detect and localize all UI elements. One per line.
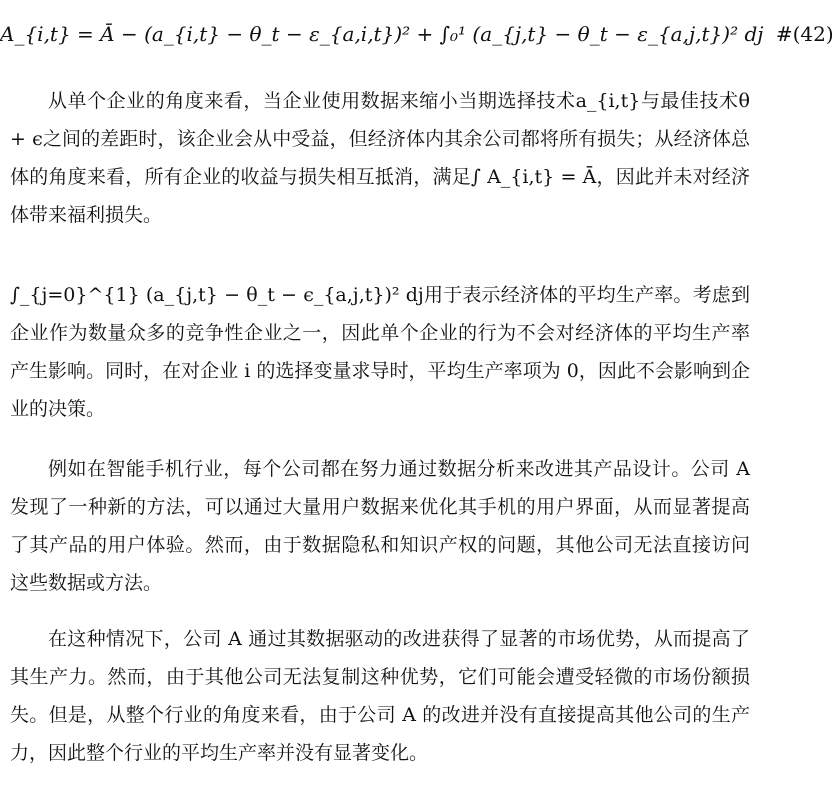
equation-body: A_{i,t} = Ā − (a_{i,t} − θ_t − ε_{a,i,t})² + ∫₀¹ (a_{j,t} − θ_t − ε_{a,j,t})² dj: [0, 22, 764, 46]
equation-42: [0, 6, 834, 62]
paragraph-3: 例如在智能手机行业，每个公司都在努力通过数据分析来改进其产品设计。公司 A 发现了一种新的方法，可以通过大量用户数据来优化其手机的用户界面，从而显著提高了其产品的用户体验。然而，由于数据隐私和知识产权的问题，其他公司无法直接访问这些数据或方法。: [10, 458, 750, 594]
paragraph-2: ∫_{j=0}^{1} (a_{j,t} − θ_t − ϵ_{a,j,t})² dj用于表示经济体的平均生产率。考虑到企业作为数量众多的竞争性企业之一，因此单个企业的行为不会对经济体的平均生产率产生影响。同时，在对企业 i 的选择变量求导时，平均生产率项为 0，因此不会影响到企业的决策。: [10, 284, 750, 420]
equation-number: #(42): [775, 22, 834, 46]
paragraph-1: 从单个企业的角度来看，当企业使用数据来缩小当期选择技术a_{i,t}与最佳技术θ + ϵ之间的差距时，该企业会从中受益，但经济体内其余公司都将所有损失；从经济体总体的角度来看，所有企业的收益与损失相互抵消，满足∫ A_{i,t} = Ā，因此并未对经济体带来福利损失。: [10, 90, 750, 226]
paragraph-4: 在这种情况下，公司 A 通过其数据驱动的改进获得了显著的市场优势，从而提高了其生产力。然而，由于其他公司无法复制这种优势，它们可能会遭受轻微的市场份额损失。但是，从整个行业的角度来看，由于公司 A 的改进并没有直接提高其他公司的生产力，因此整个行业的平均生产率并没有显著变化。: [10, 628, 750, 764]
